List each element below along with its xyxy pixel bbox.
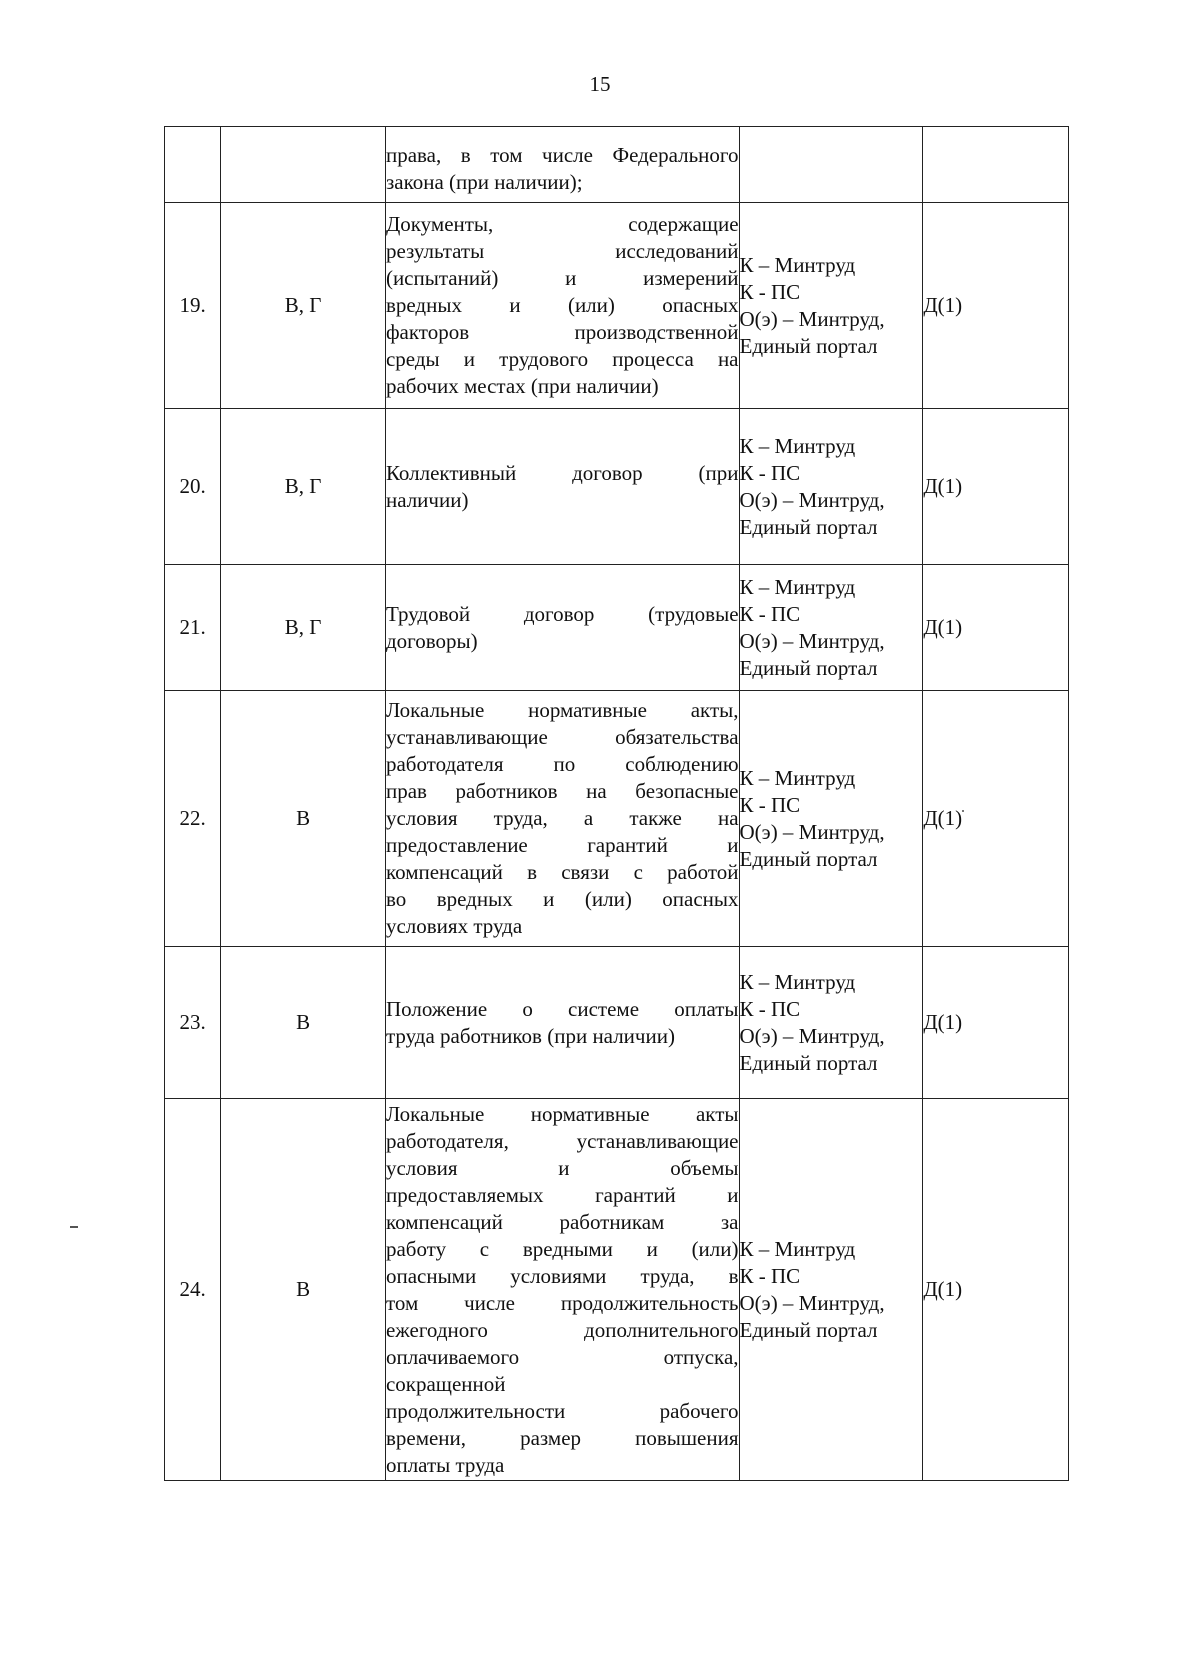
document-description (385, 947, 739, 1099)
authority-list (739, 127, 923, 203)
document-description (385, 127, 739, 203)
requirements-table (164, 126, 1069, 1481)
row-number: 20. (165, 409, 221, 565)
row-number: 19. (165, 203, 221, 409)
table-row (165, 691, 1069, 947)
document-description-line: Коллективный договор (при (385, 460, 739, 485)
document-description-line: факторов производственной (385, 320, 739, 344)
authority-line: К – Минтруд (739, 969, 856, 994)
table-body (165, 127, 1069, 1481)
frequency-code: Д(1) (923, 409, 1069, 565)
table-row (165, 947, 1069, 1099)
authority-line: К - ПС (739, 460, 801, 485)
document-description-line: труда работников (при наличии) (385, 1023, 675, 1048)
document-description-line: оплачиваемого отпуска, (385, 1344, 739, 1369)
document-description-line: устанавливающие обязательства (385, 725, 739, 749)
row-category (221, 127, 386, 203)
row-number: 24. (165, 1099, 221, 1481)
authority-line: Единый портал (739, 846, 878, 871)
document-description-line: опасными условиями труда, в (385, 1263, 739, 1288)
authority-line: Единый портал (739, 514, 878, 539)
authority-line: О(э) – Минтруд, (739, 306, 885, 331)
page-number: 15 (589, 72, 611, 96)
frequency-code: Д(1) (923, 203, 1069, 409)
authority-list (739, 1099, 923, 1481)
document-description (385, 1099, 739, 1481)
table-row (165, 409, 1069, 565)
document-description (385, 203, 739, 409)
document-description-line: результаты исследований (385, 239, 739, 263)
document-description-line: предоставление гарантий и (385, 833, 739, 857)
authority-list (739, 947, 923, 1099)
document-description-line: права, в том числе Федерального (385, 142, 739, 167)
authority-line: К - ПС (739, 996, 801, 1021)
authority-line: К - ПС (739, 792, 801, 817)
scan-mark (70, 1226, 78, 1228)
document-description-line: (испытаний) и измерений (385, 266, 739, 290)
document-description-line: условия и объемы (385, 1155, 739, 1180)
document-description-line: наличии) (385, 487, 469, 512)
document-description-line: компенсаций работникам за (385, 1209, 739, 1234)
authority-list (739, 203, 923, 409)
row-category: В, Г (221, 409, 386, 565)
authority-line: К - ПС (739, 279, 801, 304)
authority-line: К – Минтруд (739, 252, 856, 277)
document-description-line: Трудовой договор (трудовые (385, 601, 739, 626)
authority-line: О(э) – Минтруд, (739, 487, 885, 512)
document-description-line: оплаты труда (385, 1452, 505, 1477)
row-number (165, 127, 221, 203)
authority-line: К – Минтруд (739, 433, 856, 458)
table-row (165, 1099, 1069, 1481)
document-description (385, 691, 739, 947)
scan-dot (962, 810, 964, 812)
document-description-line: закона (при наличии); (385, 169, 583, 194)
authority-line: О(э) – Минтруд, (739, 1290, 885, 1315)
document-description-line: вредных и (или) опасных (385, 293, 739, 317)
document-description-line: условиях труда (385, 914, 523, 938)
document-description-line: прав работников на безопасные (385, 779, 739, 803)
document-description-line: сокращенной (385, 1371, 506, 1396)
authority-list (739, 691, 923, 947)
authority-line: Единый портал (739, 655, 878, 680)
authority-line: К – Минтруд (739, 1236, 856, 1261)
document-description-line: предоставляемых гарантий и (385, 1182, 739, 1207)
authority-line: К – Минтруд (739, 574, 856, 599)
document-description-line: рабочих местах (при наличии) (385, 374, 659, 398)
document-description-line: времени, размер повышения (385, 1425, 739, 1450)
frequency-code (923, 127, 1069, 203)
row-category: В, Г (221, 203, 386, 409)
document-description-line: работу с вредными и (или) (385, 1236, 739, 1261)
document-description-line: работодателя, устанавливающие (385, 1128, 739, 1153)
frequency-code: Д(1) (923, 947, 1069, 1099)
table-row (165, 565, 1069, 691)
authority-line: К - ПС (739, 601, 801, 626)
document-description-line: работодателя по соблюдению (385, 752, 739, 776)
frequency-code: Д(1) (923, 565, 1069, 691)
table-row (165, 127, 1069, 203)
frequency-code: Д(1) (923, 1099, 1069, 1481)
document-description-line: компенсаций в связи с работой (385, 860, 739, 884)
row-number: 23. (165, 947, 221, 1099)
document-description-line: Локальные нормативные акты, (385, 698, 739, 722)
table-row (165, 203, 1069, 409)
document-description-line: том числе продолжительность (385, 1290, 739, 1315)
document-description-line: Локальные нормативные акты (385, 1101, 739, 1126)
row-category: В (221, 1099, 386, 1481)
authority-list (739, 565, 923, 691)
document-description-line: договоры) (385, 628, 478, 653)
authority-line: Единый портал (739, 1317, 878, 1342)
authority-line: О(э) – Минтруд, (739, 1023, 885, 1048)
document-description-line: во вредных и (или) опасных (385, 887, 739, 911)
row-category: В, Г (221, 565, 386, 691)
frequency-code: Д(1) (923, 691, 1069, 947)
document-description-line: условия труда, а также на (385, 806, 739, 830)
document-description (385, 409, 739, 565)
authority-line: О(э) – Минтруд, (739, 628, 885, 653)
document-description-line: Документы, содержащие (385, 212, 739, 236)
document-description-line: продолжительности рабочего (385, 1398, 739, 1423)
authority-list (739, 409, 923, 565)
authority-line: К - ПС (739, 1263, 801, 1288)
row-category: В (221, 947, 386, 1099)
row-category: В (221, 691, 386, 947)
row-number: 22. (165, 691, 221, 947)
document-description (385, 565, 739, 691)
authority-line: Единый портал (739, 1050, 878, 1075)
authority-line: О(э) – Минтруд, (739, 819, 885, 844)
authority-line: Единый портал (739, 333, 878, 358)
authority-line: К – Минтруд (739, 765, 856, 790)
document-description-line: ежегодного дополнительного (385, 1317, 739, 1342)
document-description-line: среды и трудового процесса на (385, 347, 739, 371)
row-number: 21. (165, 565, 221, 691)
document-description-line: Положение о системе оплаты (385, 996, 739, 1021)
